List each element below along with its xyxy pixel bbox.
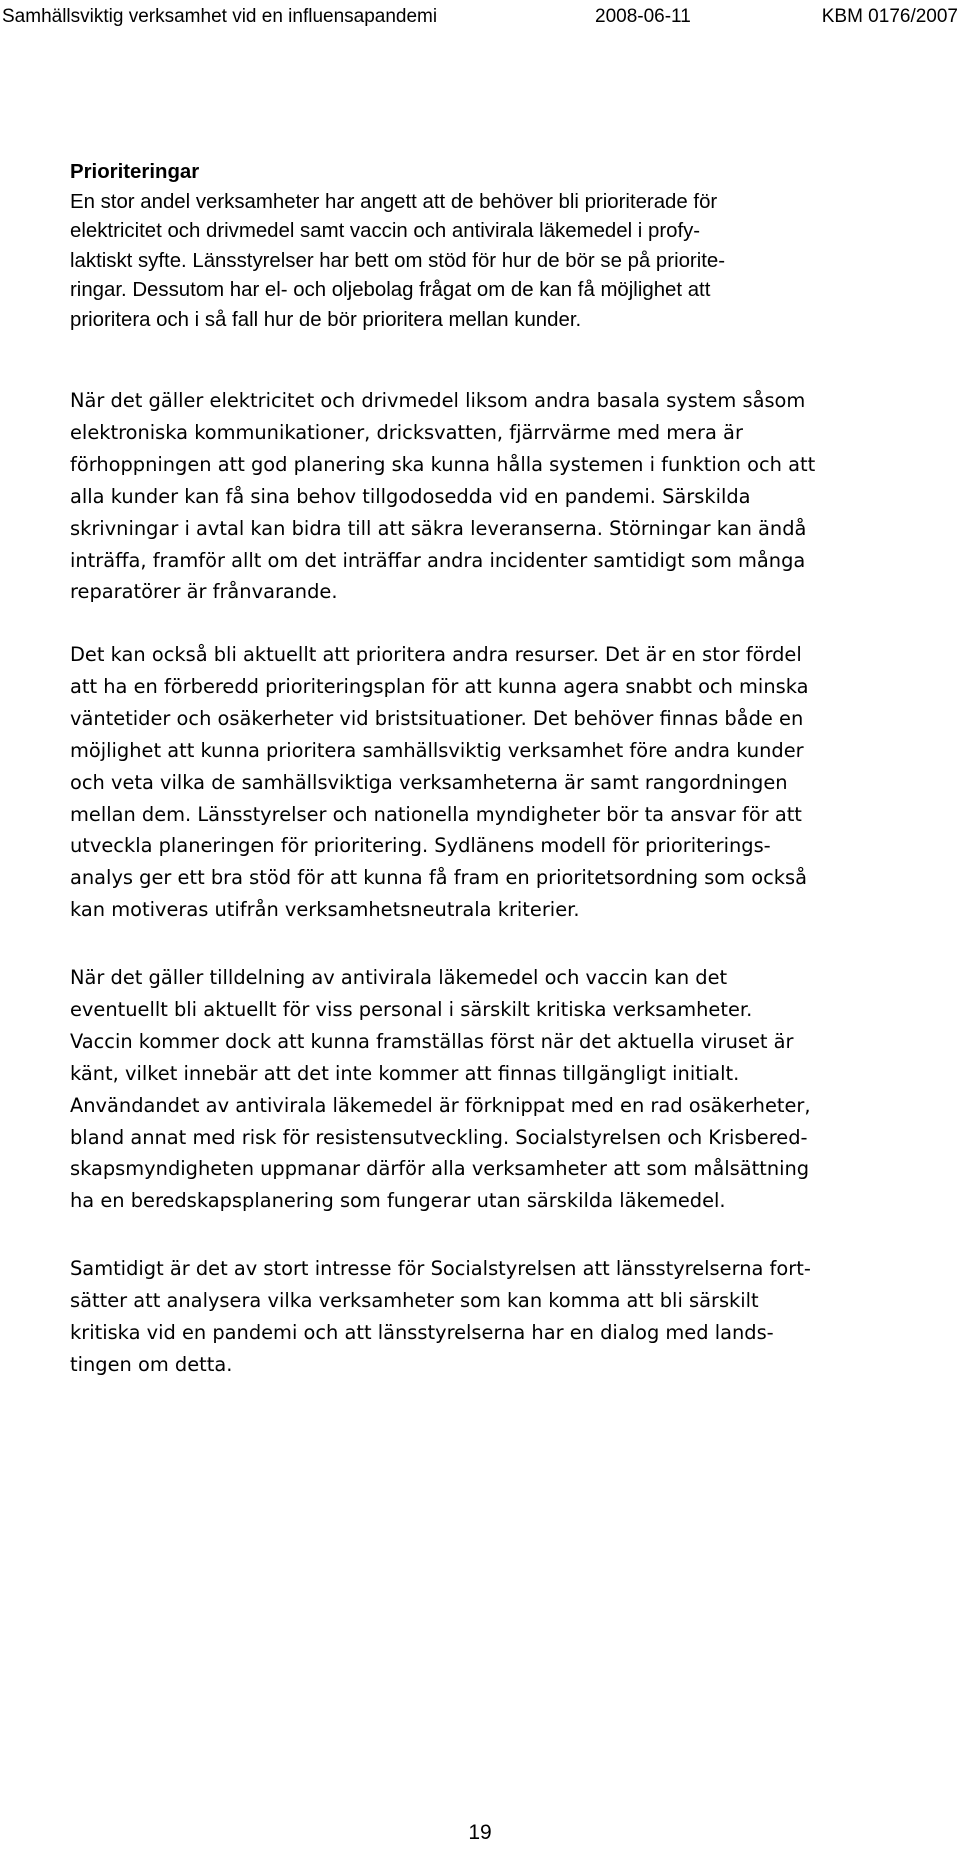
paragraph-line: Det kan också bli aktuellt att prioritera andra resurser. Det är en stor fördel (70, 643, 802, 666)
section-prioriteringar (70, 158, 900, 336)
paragraph-line: kritiska vid en pandemi och att länsstyrelserna har en dialog med lands- (70, 1320, 774, 1344)
paragraph-line: Vaccin kommer dock att kunna framställas först när det aktuella viruset är (70, 1029, 794, 1053)
intro-line: elektricitet och drivmedel samt vaccin och antivirala läkemedel i profy- (70, 220, 701, 243)
paragraph-line: väntetider och osäkerheter vid bristsituationer. Det behöver finnas både en (70, 706, 804, 730)
intro-line: En stor andel verksamheter har angett att de behöver bli prioriterade för (70, 190, 718, 213)
intro-paragraph (70, 188, 900, 336)
paragraph-line: Användandet av antivirala läkemedel är förknippat med en rad osäkerheter, (70, 1093, 811, 1117)
page-header (0, 4, 960, 30)
paragraph-line: möjlighet att kunna prioritera samhällsviktig verksamhet före andra kunder (70, 738, 804, 762)
paragraph-line: reparatörer är frånvarande. (70, 580, 338, 604)
paragraph-line: mellan dem. Länsstyrelser och nationella myndigheter bör ta ansvar för att (70, 802, 802, 826)
paragraph-4 (70, 1253, 950, 1381)
paragraph-3 (70, 962, 950, 1217)
paragraph-line: skrivningar i avtal kan bidra till att säkra leveranserna. Störningar kan ändå (70, 516, 807, 540)
header-date: 2008-06-11 (595, 6, 691, 27)
paragraph-line: Samtidigt är det av stort intresse för Socialstyrelsen att länsstyrelserna fort- (70, 1257, 811, 1280)
paragraph-line: och veta vilka de samhällsviktiga verksamheterna är samt rangordningen (70, 770, 788, 794)
paragraph-line: eventuellt bli aktuellt för viss personal i särskilt kritiska verksamheter. (70, 997, 753, 1021)
paragraph-line: inträffa, framför allt om det inträffar andra incidenter samtidigt som många (70, 548, 806, 572)
paragraph-line: skapsmyndigheten uppmanar därför alla verksamheter att som målsättning (70, 1157, 810, 1181)
paragraph-line: tingen om detta. (70, 1352, 233, 1376)
intro-line: laktiskt syfte. Länsstyrelser har bett om stöd för hur de bör se på priorite- (70, 249, 726, 272)
paragraph-line: ha en beredskapsplanering som fungerar utan särskilda läkemedel. (70, 1189, 726, 1213)
paragraph-line: bland annat med risk för resistensutveckling. Socialstyrelsen och Krisbered- (70, 1125, 808, 1149)
paragraph-line: analys ger ett bra stöd för att kunna få fram en prioritetsordning som också (70, 866, 807, 890)
paragraph-line: sätter att analysera vilka verksamheter som kan komma att bli särskilt (70, 1288, 759, 1312)
section-heading: Prioriteringar (70, 161, 200, 183)
paragraph-1 (70, 385, 950, 608)
paragraph-line: att ha en förberedd prioriteringsplan för att kunna agera snabbt och minska (70, 674, 809, 698)
header-title: Samhällsviktig verksamhet vid en influensapandemi (2, 6, 438, 27)
paragraph-line: kan motiveras utifrån verksamhetsneutrala kriterier. (70, 898, 580, 922)
paragraph-2 (70, 639, 950, 926)
paragraph-line: elektroniska kommunikationer, dricksvatten, fjärrvärme med mera är (70, 420, 743, 444)
paragraph-line: känt, vilket innebär att det inte kommer att finnas tillgängligt initialt. (70, 1061, 740, 1085)
paragraph-line: När det gäller elektricitet och drivmedel liksom andra basala system såsom (70, 389, 806, 412)
paragraph-line: utveckla planeringen för prioritering. Sydlänens modell för prioriterings- (70, 834, 771, 858)
intro-line: ringar. Dessutom har el- och oljebolag frågat om de kan få möjlighet att (70, 279, 711, 302)
paragraph-line: När det gäller tilldelning av antivirala läkemedel och vaccin kan det (70, 966, 728, 989)
paragraph-line: förhoppningen att god planering ska kunna hålla systemen i funktion och att (70, 452, 816, 476)
intro-line: prioritera och i så fall hur de bör prioritera mellan kunder. (70, 308, 582, 331)
page-number: 19 (468, 1821, 492, 1844)
paragraph-line: alla kunder kan få sina behov tillgodosedda vid en pandemi. Särskilda (70, 484, 751, 508)
header-reference: KBM 0176/2007 (821, 6, 958, 27)
